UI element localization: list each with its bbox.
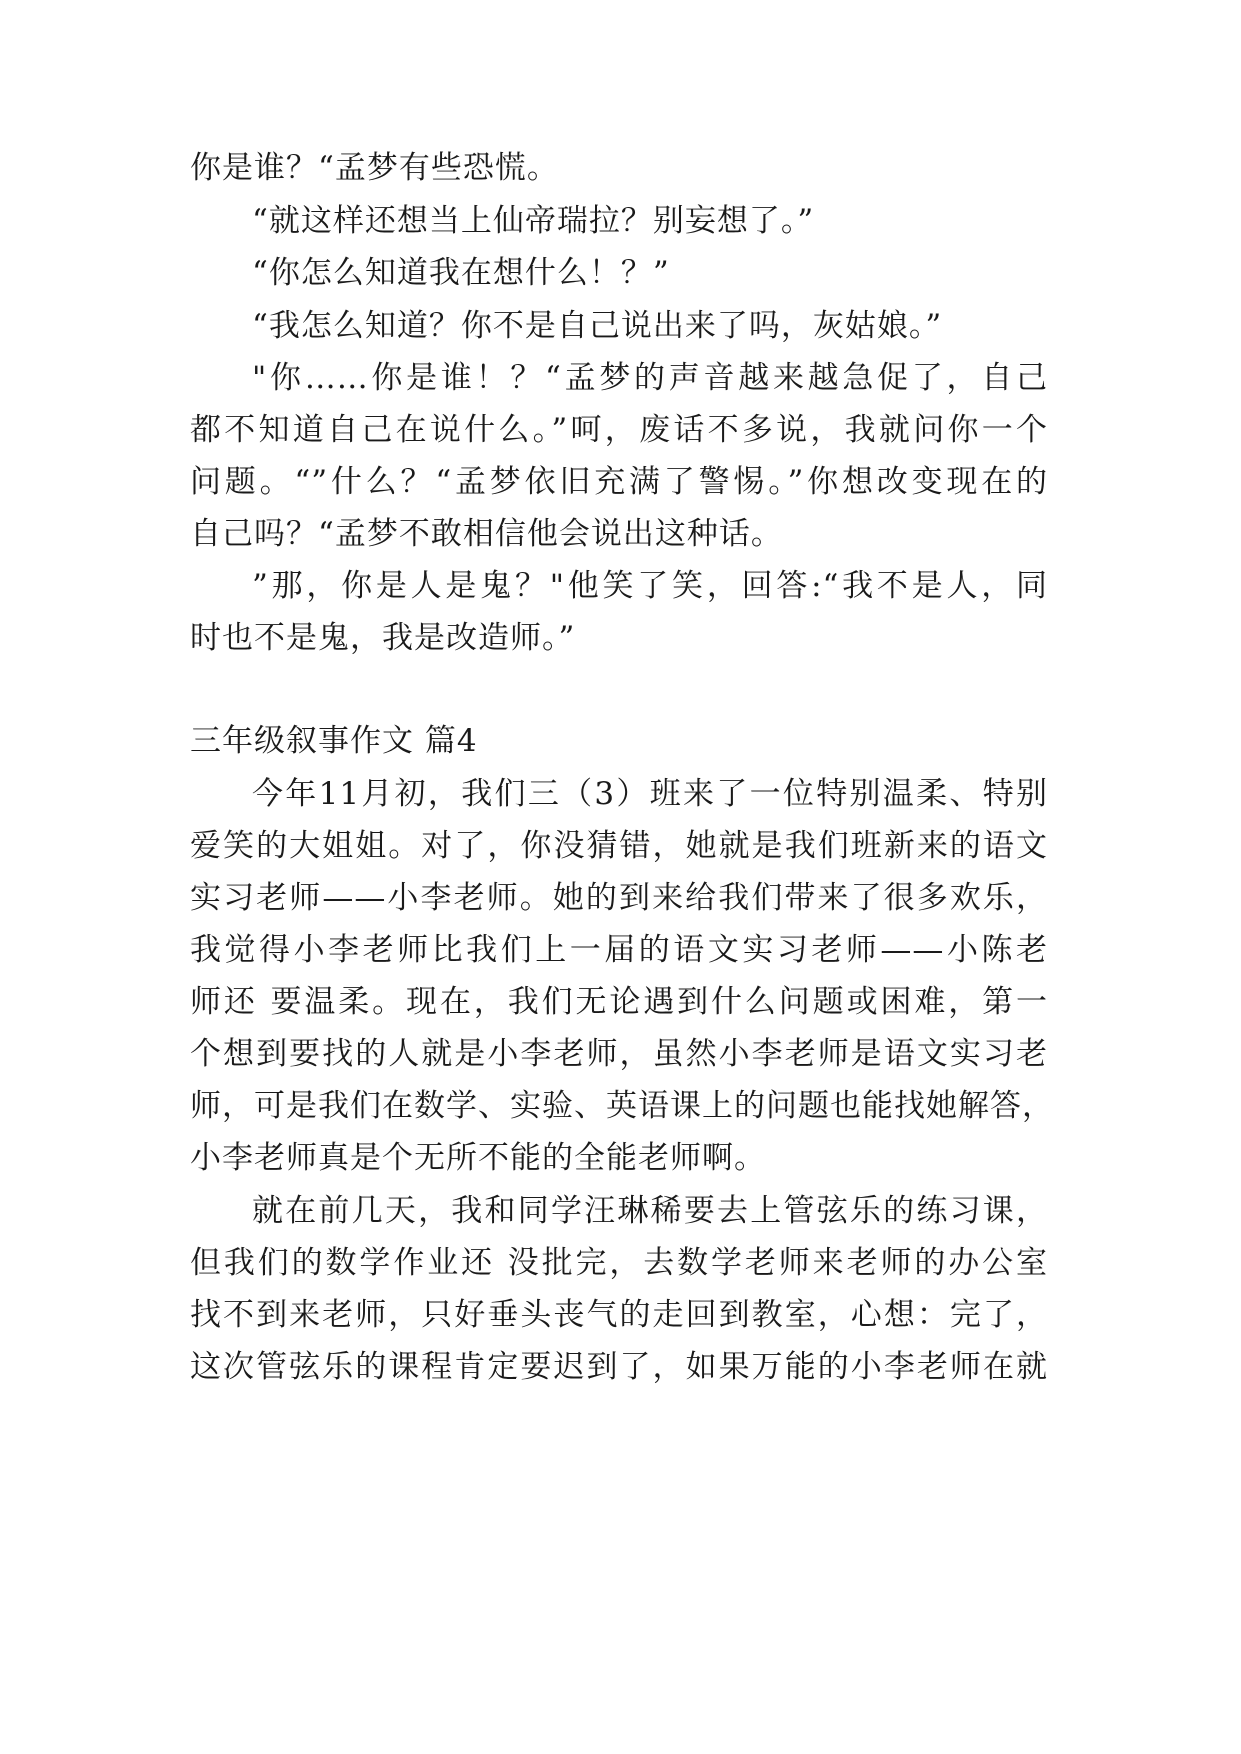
text-line: ”那，你是人是鬼？"他笑了笑，回答:“我不是人，同 — [252, 568, 1048, 604]
text-line: 我觉得小李老师比我们上一届的语文实习老师——小陈老 — [190, 932, 1048, 968]
text-line: 就在前几天，我和同学汪琳稀要去上管弦乐的练习课， — [252, 1193, 1048, 1229]
text-line: “就这样还想当上仙帝瑞拉？别妄想了。” — [252, 203, 815, 239]
text-line: 问题。“”什么？“孟梦依旧充满了警惕。”你想改变现在的 — [190, 464, 1048, 500]
text-line: 小李老师真是个无所不能的全能老师啊。 — [190, 1140, 766, 1176]
text-line: 都不知道自己在说什么。”呵，废话不多说，我就问你一个 — [190, 412, 1048, 448]
text-line: “你怎么知道我在想什么！？” — [252, 255, 670, 291]
text-line: 师，可是我们在数学、实验、英语课上的问题也能找她解答， — [190, 1088, 1054, 1124]
text-line: 找不到来老师，只好垂头丧气的走回到教室，心想：完了， — [190, 1297, 1048, 1333]
text-line: 师还 要温柔。现在，我们无论遇到什么问题或困难，第一 — [190, 984, 1048, 1020]
text-line: 自己吗？“孟梦不敢相信他会说出这种话。 — [190, 516, 783, 552]
text-line: "你……你是谁！？“孟梦的声音越来越急促了，自己 — [252, 360, 1048, 396]
text-line: 今年11月初，我们三（3）班来了一位特别温柔、特别 — [252, 776, 1048, 812]
text-line: 爱笑的大姐姐。对了，你没猜错，她就是我们班新来的语文 — [190, 828, 1048, 864]
section-heading: 三年级叙事作文 篇4 — [190, 723, 478, 759]
text-line: 时也不是鬼，我是改造师。” — [190, 620, 576, 656]
text-line: 你是谁？“孟梦有些恐慌。 — [190, 150, 559, 186]
text-line: 这次管弦乐的课程肯定要迟到了，如果万能的小李老师在就 — [190, 1349, 1048, 1385]
text-line: 但我们的数学作业还 没批完，去数学老师来老师的办公室 — [190, 1245, 1048, 1281]
text-line: 个想到要找的人就是小李老师，虽然小李老师是语文实习老 — [190, 1036, 1048, 1072]
text-line: “我怎么知道？你不是自己说出来了吗，灰姑娘。” — [252, 308, 943, 344]
text-line: 实习老师——小李老师。她的到来给我们带来了很多欢乐， — [190, 880, 1048, 916]
